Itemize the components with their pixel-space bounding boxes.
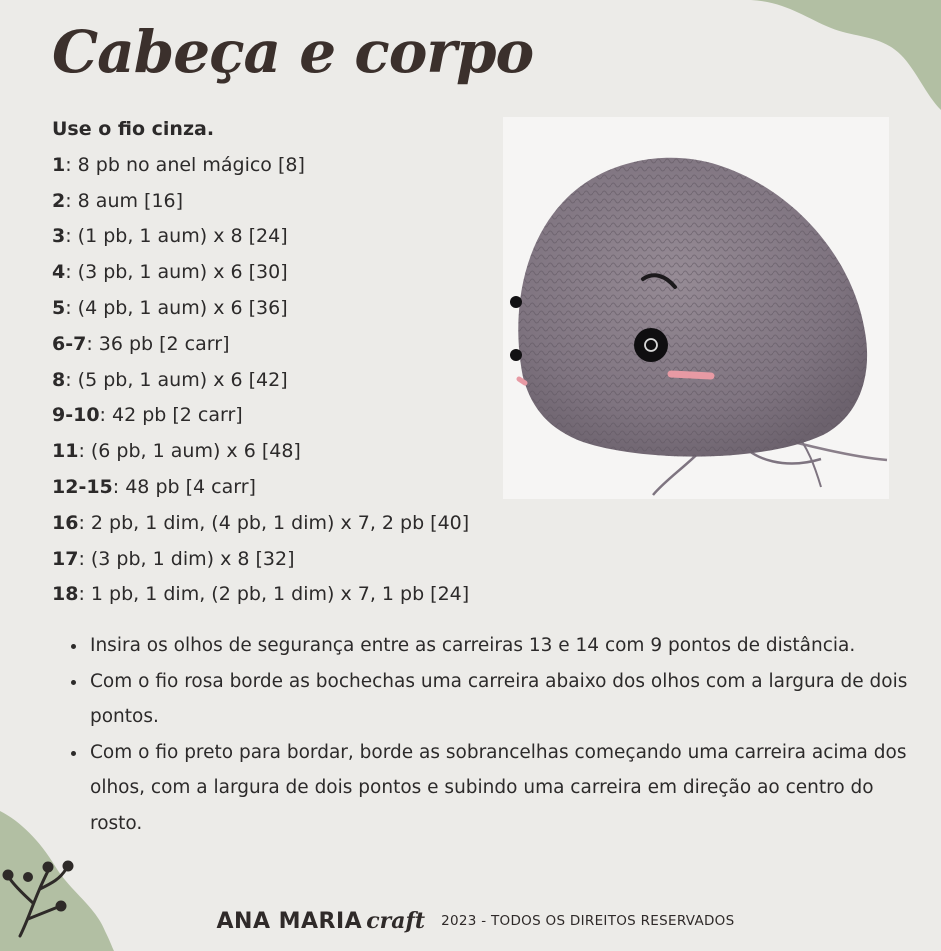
- pattern-row: [52, 184, 492, 220]
- row-text: : 2 pb, 1 dim, (4 pb, 1 dim) x 7, 2 pb [40]: [78, 511, 470, 534]
- row-text: : 36 pb [2 carr]: [86, 332, 230, 355]
- pattern-row: [52, 398, 492, 434]
- instructions-intro: Use o fio cinza.: [52, 118, 215, 140]
- list-item: • Com o fio rosa borde as bochechas uma carreira abaixo dos olhos com a largura de dois pontos.: [88, 664, 908, 735]
- row-number: 18: [52, 583, 79, 606]
- pattern-row: [52, 219, 492, 255]
- row-number: 5: [52, 296, 66, 319]
- footer: [0, 903, 941, 939]
- decorative-blob-top-right: [751, 0, 941, 110]
- pattern-row: [52, 148, 492, 184]
- page-title: Cabeça e corpo: [52, 18, 534, 86]
- row-number: 16: [52, 511, 79, 534]
- row-text: : (5 pb, 1 aum) x 6 [42]: [65, 368, 288, 391]
- list-item: • Com o fio preto para bordar, borde as sobrancelhas começando uma carreira acima dos olhos, com a largura de dois pontos e subindo uma carreira em direção ao centro do rosto.: [88, 735, 908, 842]
- row-text: : 8 pb no anel mágico [8]: [65, 153, 305, 176]
- row-number: 4: [52, 261, 66, 284]
- row-text: : 48 pb [4 carr]: [112, 475, 256, 498]
- row-number: 9-10: [52, 404, 100, 427]
- instructions: [52, 112, 492, 613]
- pattern-row: [52, 255, 492, 291]
- row-number: 11: [52, 440, 79, 463]
- pattern-row: [52, 542, 492, 578]
- amigurumi-head-photo: [503, 117, 889, 499]
- row-number: 12-15: [52, 475, 113, 498]
- row-number: 1: [52, 153, 66, 176]
- copyright-text: 2023 - TODOS OS DIREITOS RESERVADOS: [441, 913, 735, 929]
- row-number: 3: [52, 225, 66, 248]
- crochet-head-illustration: [503, 117, 889, 499]
- brand-name: ANA MARIA: [216, 908, 363, 934]
- list-item: • Insira os olhos de segurança entre as carreiras 13 e 14 com 9 pontos de distância.: [88, 628, 908, 664]
- row-text: : (6 pb, 1 aum) x 6 [48]: [78, 440, 301, 463]
- row-number: 2: [52, 189, 66, 212]
- pattern-row: [52, 363, 492, 399]
- pattern-row: [52, 434, 492, 470]
- row-text: : (3 pb, 1 dim) x 8 [32]: [78, 547, 295, 570]
- pattern-row: [52, 327, 492, 363]
- row-text: : 1 pb, 1 dim, (2 pb, 1 dim) x 7, 1 pb [24]: [78, 583, 470, 606]
- row-text: : (1 pb, 1 aum) x 8 [24]: [65, 225, 288, 248]
- row-number: 6-7: [52, 332, 87, 355]
- pattern-row: [52, 291, 492, 327]
- row-number: 17: [52, 547, 79, 570]
- row-text: : 42 pb [2 carr]: [99, 404, 243, 427]
- pattern-row: [52, 577, 492, 613]
- row-text: : (4 pb, 1 aum) x 6 [36]: [65, 296, 288, 319]
- pattern-row: [52, 470, 492, 506]
- row-number: 8: [52, 368, 66, 391]
- notes-list: [68, 628, 908, 841]
- brand-script: craft: [366, 908, 426, 934]
- row-text: : 8 aum [16]: [65, 189, 184, 212]
- row-text: : (3 pb, 1 aum) x 6 [30]: [65, 261, 288, 284]
- pattern-row: [52, 506, 492, 542]
